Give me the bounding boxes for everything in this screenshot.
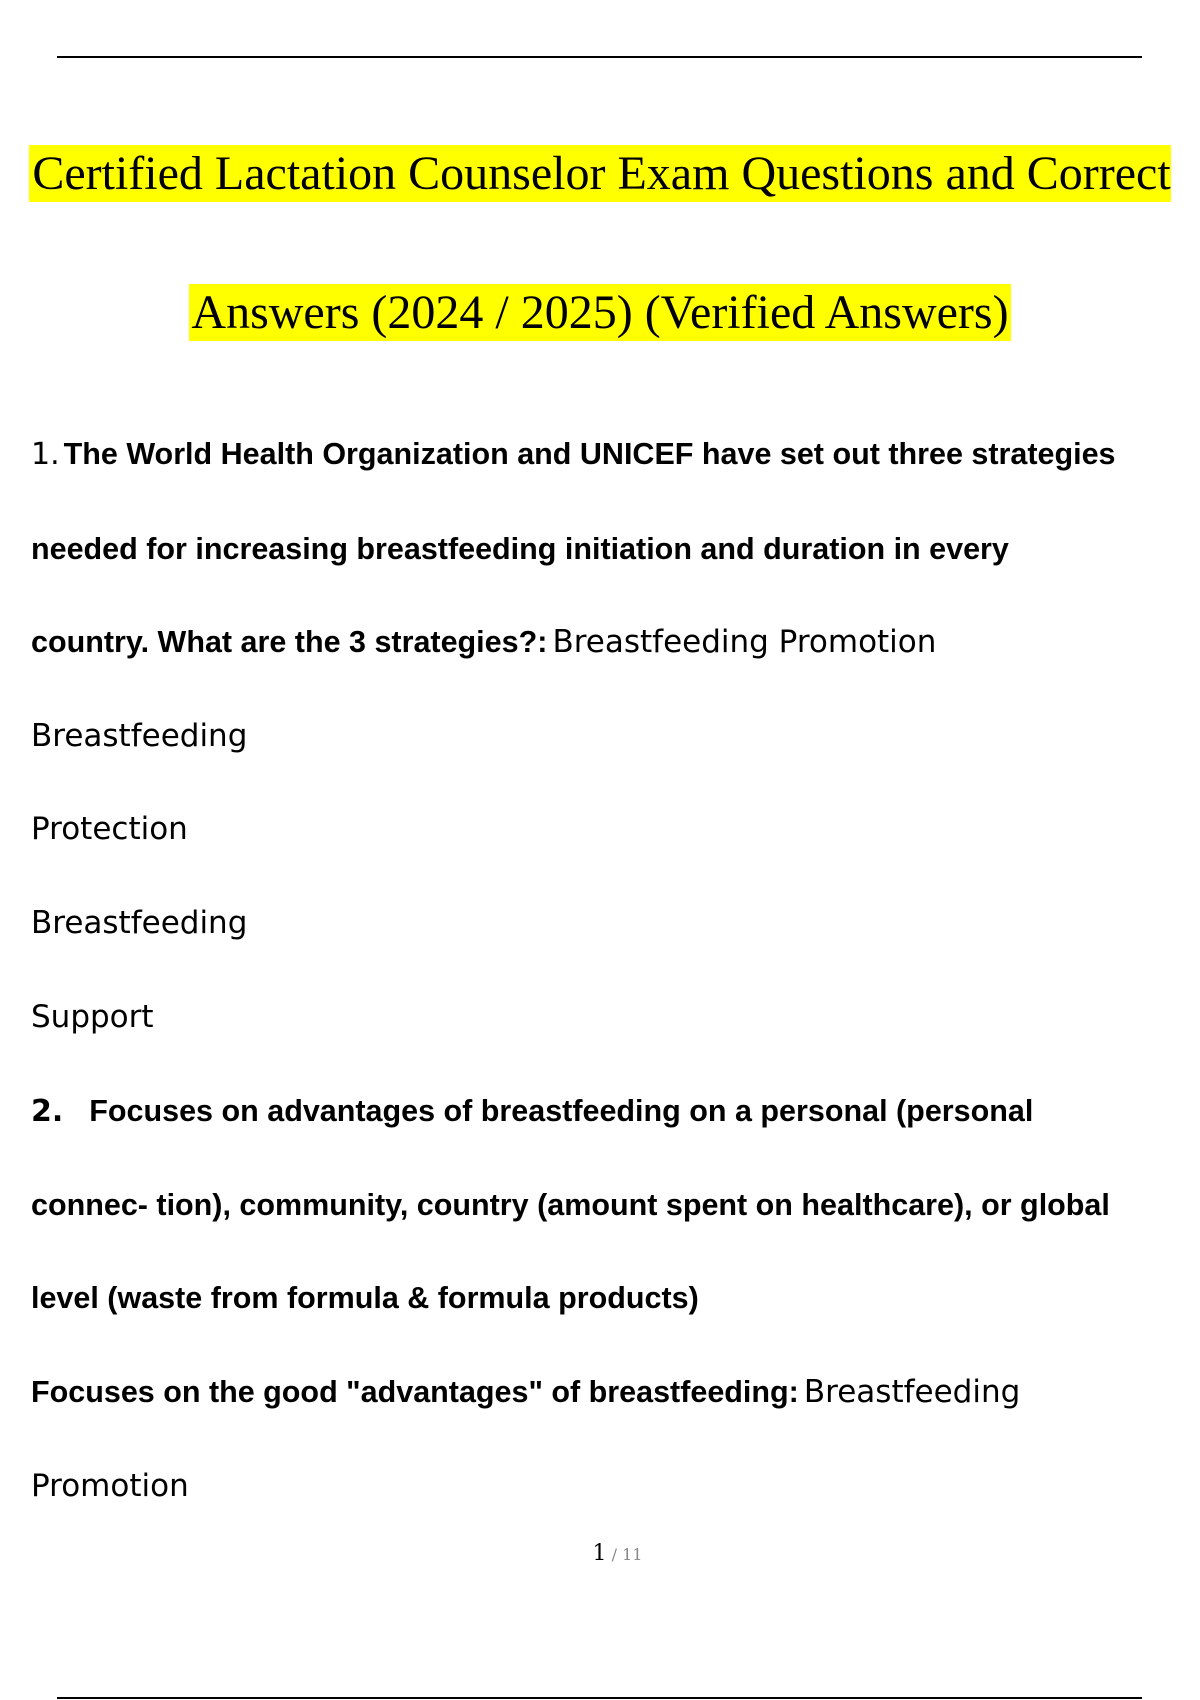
question-1-line-2: needed for increasing breastfeeding initiation and duration in every [31, 532, 1009, 566]
answer-1-line-2: Protection [31, 811, 188, 847]
page-current: 1 [592, 1541, 607, 1566]
answer-2-line-1: Promotion [31, 1468, 189, 1504]
page-total: 11 [622, 1545, 643, 1564]
bottom-rule [57, 1697, 1142, 1699]
question-2-line-4: Focuses on the good "advantages" of breastfeeding: Breastfeeding [31, 1374, 1021, 1410]
question-1-line-1: 1. The World Health Organization and UNICEF have set out three strategies [31, 437, 1116, 472]
answer-1-inline: Breastfeeding Promotion [552, 624, 937, 660]
question-1-number: 1. [31, 437, 60, 472]
page-number [0, 1541, 1200, 1566]
document-title-line-2: Answers (2024 / 2025) (Verified Answers) [191, 286, 1009, 339]
question-1-line-3: country. What are the 3 strategies?: Breastfeeding Promotion [31, 624, 937, 660]
answer-1-line-4: Support [31, 999, 154, 1035]
question-2-line-1: 2. Focuses on advantages of breastfeeding on a personal (personal [31, 1094, 1034, 1129]
page-separator: / [611, 1545, 618, 1564]
question-2-line-2: connec- tion), community, country (amount spent on healthcare), or global [31, 1188, 1110, 1222]
question-2-line-3: level (waste from formula & formula products) [31, 1281, 699, 1315]
answer-1-line-3: Breastfeeding [31, 905, 248, 941]
question-2-number: 2. [31, 1094, 64, 1129]
answer-2-inline: Breastfeeding [803, 1374, 1021, 1410]
answer-1-line-1: Breastfeeding [31, 718, 248, 754]
top-rule [57, 56, 1142, 58]
document-title-line-1: Certified Lactation Counselor Exam Questions and Correct [0, 146, 1200, 202]
